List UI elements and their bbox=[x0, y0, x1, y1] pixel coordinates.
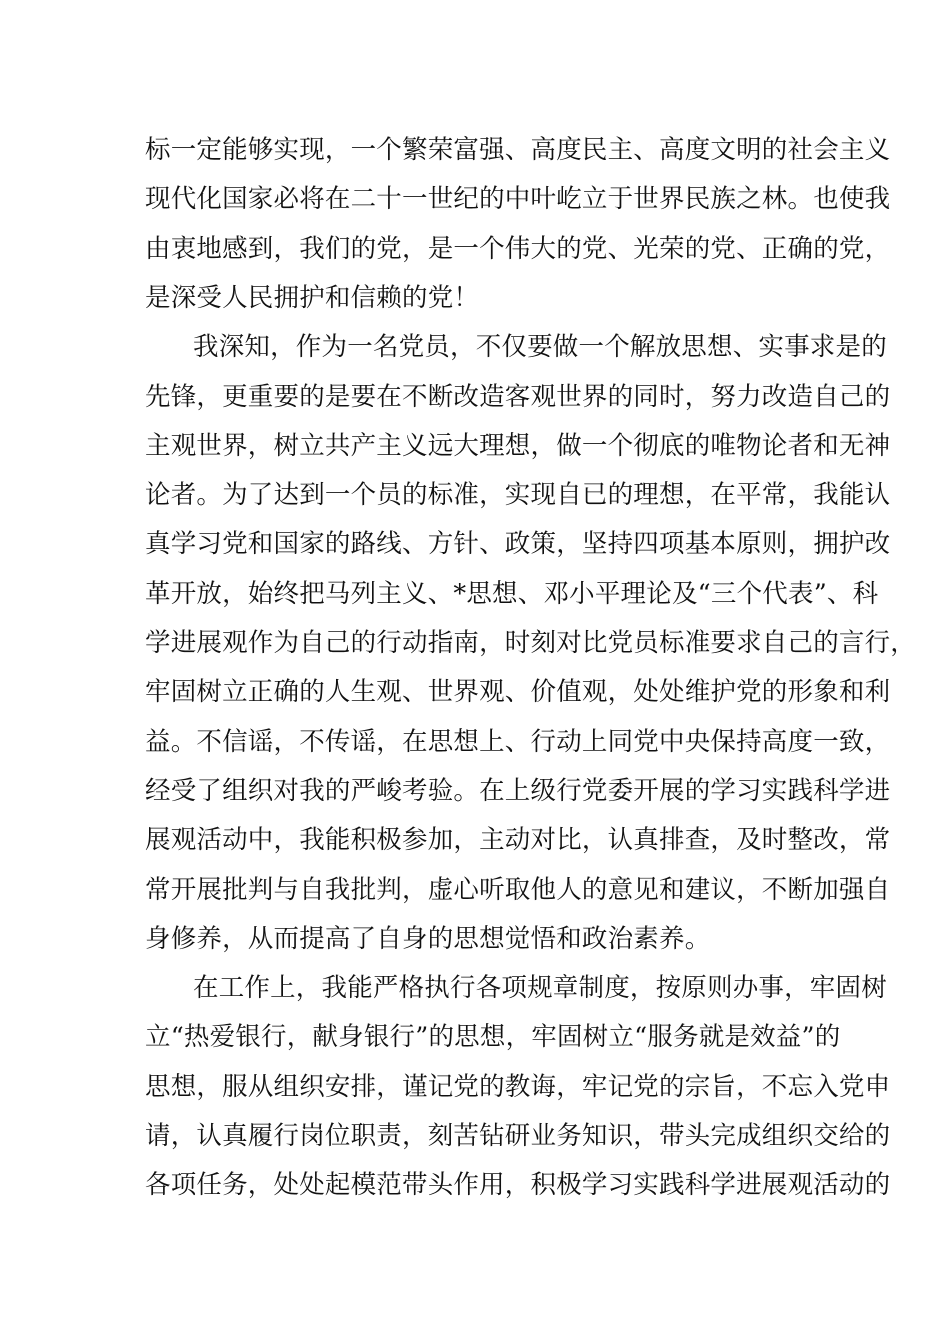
paragraph-first-line: 我深知，作为一名党员，不仅要做一个解放思想、实事求是的 bbox=[193, 332, 887, 362]
text-line: 真学习党和国家的路线、方针、政策，坚持四项基本原则，拥护改 bbox=[145, 529, 891, 559]
text-line: 身修养，从而提高了自身的思想觉悟和政治素养。 bbox=[145, 924, 711, 954]
paragraph-first-line: 在工作上，我能严格执行各项规章制度，按原则办事，牢固树 bbox=[193, 973, 887, 1003]
text-line: 各项任务，处处起模范带头作用，积极学习实践科学进展观活动的 bbox=[145, 1170, 891, 1200]
text-line: 立“热爱银行，献身银行”的思想，牢固树立“服务就是效益”的 bbox=[145, 1022, 841, 1052]
text-line: 常开展批判与自我批判，虚心听取他人的意见和建议，不断加强自 bbox=[145, 875, 891, 905]
text-line: 展观活动中，我能积极参加，主动对比，认真排查，及时整改，常 bbox=[145, 825, 891, 855]
text-line: 思想，服从组织安排，谨记党的教诲，牢记党的宗旨，不忘入党申 bbox=[145, 1072, 891, 1102]
text-line: 主观世界，树立共产主义远大理想，做一个彻底的唯物论者和无神 bbox=[145, 431, 891, 461]
text-line: 牢固树立正确的人生观、世界观、价值观，处处维护党的形象和利 bbox=[145, 677, 891, 707]
text-line: 经受了组织对我的严峻考验。在上级行党委开展的学习实践科学进 bbox=[145, 776, 891, 806]
text-line: 益。不信谣，不传谣，在思想上、行动上同党中央保持高度一致， bbox=[145, 727, 891, 757]
text-line: 革开放，始终把马列主义、*思想、邓小平理论及“三个代表”、科 bbox=[145, 579, 879, 609]
text-line: 学进展观作为自己的行动指南，时刻对比党员标准要求自己的言行， bbox=[145, 628, 917, 658]
text-line: 是深受人民拥护和信赖的党！ bbox=[145, 283, 480, 313]
text-line: 论者。为了达到一个员的标准，实现自已的理想，在平常，我能认 bbox=[145, 480, 891, 510]
text-line: 由衷地感到，我们的党，是一个伟大的党、光荣的党、正确的党， bbox=[145, 234, 891, 264]
text-line: 现代化国家必将在二十一世纪的中叶屹立于世界民族之林。也使我 bbox=[145, 184, 891, 214]
text-line: 标一定能够实现，一个繁荣富强、高度民主、高度文明的社会主义 bbox=[145, 135, 891, 165]
text-line: 先锋，更重要的是要在不断改造客观世界的同时，努力改造自己的 bbox=[145, 382, 891, 412]
text-line: 请，认真履行岗位职责，刻苦钻研业务知识，带头完成组织交给的 bbox=[145, 1121, 891, 1151]
